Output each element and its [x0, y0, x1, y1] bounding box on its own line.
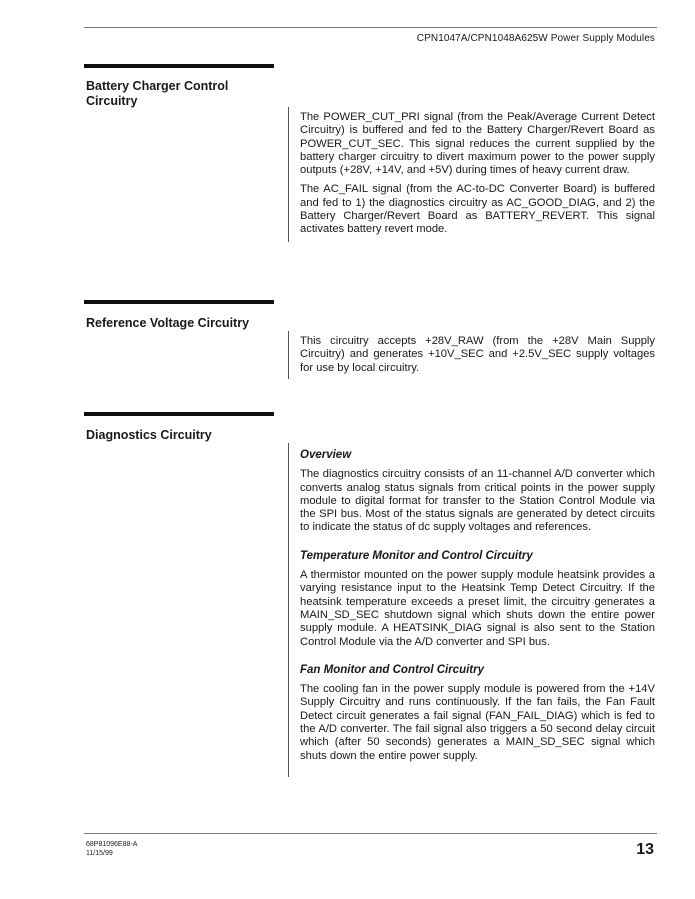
subheading-overview: Overview — [300, 449, 352, 461]
section-body-reference-voltage — [300, 335, 655, 381]
paragraph: The POWER_CUT_PRI signal (from the Peak/Average Current Detect Circuitry) is buffered and fed to the Battery Charger/Revert Board as POWER_CUT_SEC. This signal reduces the current supplied by the battery charger circuitry to divert maximum power to the power supply outputs (+28V, +14V, and +5V) during times of heavy current draw. — [300, 111, 655, 177]
section-body-battery-charger — [300, 111, 655, 243]
paragraph: The cooling fan in the power supply module is powered from the +14V Supply Circuitry and runs continuously. If the fan fails, the Fan Fault Detect circuit generates a fail signal (FAN_FAIL_DIAG) which is fed to the A/D converter. The fail signal also triggers a 50 second delay circuit which (after 50 seconds) generates a MAIN_SD_SEC signal which shuts down the entire power supply. — [300, 683, 655, 762]
paragraph: A thermistor mounted on the power supply module heatsink provides a varying resistance input to the Heatsink Temp Detect Circuitry. If the heatsink temperature exceeds a preset limit, the circuitry generates a MAIN_SD_SEC shutdown signal which shuts down the entire power supply module. A HEATSINK_DIAG signal is also sent to the Station Control Module via the A/D converter and SPI bus. — [300, 569, 655, 648]
section-heading-battery-charger: Battery Charger Control Circuitry — [86, 79, 229, 108]
paragraph: The AC_FAIL signal (from the AC-to-DC Converter Board) is buffered and fed to 1) the diagnostics circuitry as AC_GOOD_DIAG, and 2) the Battery Charger/Revert Board as BATTERY_REVERT. This signal activates battery revert mode. — [300, 183, 655, 236]
paragraph: This circuitry accepts +28V_RAW (from the +28V Main Supply Circuitry) and generates +10V_SEC and +2.5V_SEC supply voltages for use by local circuitry. — [300, 335, 655, 374]
section-heading-diagnostics: Diagnostics Circuitry — [86, 428, 212, 442]
section-heading-reference-voltage: Reference Voltage Circuitry — [86, 316, 250, 330]
section-divider-bar — [84, 64, 274, 68]
section-divider-bar — [84, 412, 274, 416]
section-divider-bar — [84, 300, 274, 304]
section-margin-line — [288, 443, 289, 777]
subheading-fan-monitor: Fan Monitor and Control Circuitry — [300, 663, 484, 676]
footer-doc-number: 68P81096E88-A — [86, 841, 138, 848]
section-margin-line — [288, 331, 289, 379]
section-body-diagnostics — [300, 449, 655, 769]
footer-rule — [84, 833, 657, 834]
subheading-temperature-monitor: Temperature Monitor and Control Circuitry — [300, 549, 533, 562]
paragraph: The diagnostics circuitry consists of an 11-channel A/D converter which converts analog status signals from critical points in the power supply module to digital format for transfer to the Station Control Module via the SPI bus. Most of the status signals are generated by detect circuits to indicate the status of dc supply voltages and references. — [300, 468, 655, 534]
header-rule — [84, 27, 657, 28]
running-header-title: CPN1047A/CPN1048A625W Power Supply Modules — [416, 33, 655, 44]
footer-date: 11/15/99 — [86, 850, 113, 857]
page-number: 13 — [636, 841, 654, 858]
section-margin-line — [288, 107, 289, 242]
footer-doc-info — [86, 840, 137, 858]
